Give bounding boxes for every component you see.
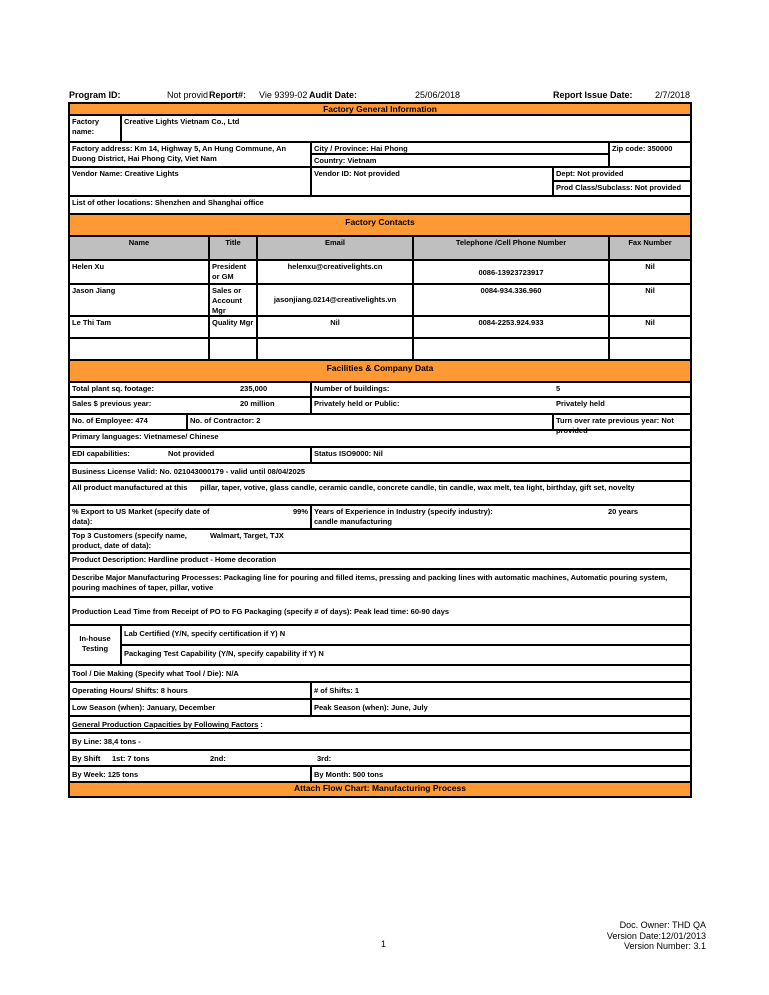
factory-name-label: Factory name:	[72, 117, 100, 136]
contact-row	[70, 285, 690, 317]
report-label: Report#:	[209, 90, 247, 100]
shift-3rd: 3rd:	[317, 754, 332, 763]
edi-label: EDI capabilities:	[72, 449, 130, 458]
sales-value: 20 million	[240, 399, 275, 408]
col-name: Name	[128, 238, 150, 247]
contact-fax[interactable]	[608, 339, 690, 359]
col-phone: Telephone /Cell Phone Number	[412, 237, 608, 259]
document-footer	[607, 920, 706, 952]
customers-label: Top 3 Customers (specify name, product, date of data):	[72, 531, 187, 550]
contact-row	[70, 261, 690, 285]
buildings-value: 5	[556, 384, 561, 393]
ownership-label: Privately held or Public:	[310, 398, 554, 413]
section-title: Attach Flow Chart: Manufacturing Process	[294, 783, 466, 793]
other-locations-row	[70, 197, 690, 215]
section-title: Factory General Information	[323, 104, 437, 114]
peak-season: Peak Season (when): June, July	[310, 700, 690, 715]
products-row	[70, 482, 690, 506]
city-province: City / Province: Hai Phong	[310, 143, 608, 155]
processes-row	[70, 570, 690, 598]
col-email: Email	[256, 237, 412, 259]
by-month: By Month: 500 tons	[310, 767, 690, 781]
contact-name: Helen Xu	[72, 262, 105, 271]
page-number: 1	[381, 939, 387, 949]
section-flowchart-header	[70, 783, 690, 796]
languages-row	[70, 431, 690, 448]
customers-row	[70, 530, 690, 554]
version-number: Version Number: 3.1	[623, 941, 706, 951]
capacities-heading	[70, 717, 690, 732]
manufacturing-processes: Describe Major Manufacturing Processes: Packaging line for pouring and filled items, pressing and packing lines with automatic machines, Automatic pouring system, pouring machines of taper, pillar, votive	[72, 573, 668, 592]
contact-name: Jason Jiang	[72, 286, 116, 295]
version-date: Version Date:12/01/2013	[606, 930, 706, 941]
plant-footage-value: 235,000	[240, 384, 268, 393]
factory-profile-table	[68, 102, 692, 798]
factory-name-row	[70, 116, 690, 143]
audit-date-label: Audit Date:	[309, 90, 357, 100]
contact-row-empty	[70, 339, 690, 361]
products-value: pillar, taper, votive, glass candle, ceramic candle, concrete candle, tin candle, wax melt, tea light, birthday, gift set, novelty	[200, 483, 635, 492]
product-description: Product Description: Hardline product - Home decoration	[72, 555, 277, 564]
program-id-value: Not provid	[167, 90, 209, 100]
by-line: By Line: 38,4 tons -	[72, 737, 141, 746]
factory-address: Factory address: Km 14, Highway 5, An Hung Commune, An Duong District, Hai Phong City, Viet Nam	[72, 144, 287, 163]
vendor-id: Vendor ID: Not provided	[310, 168, 552, 195]
vendor-row	[70, 168, 690, 197]
section-title: Factory Contacts	[345, 217, 415, 227]
sales-row	[70, 398, 690, 415]
tool-die-making: Tool / Die Making (Specify what Tool / Die): N/A	[72, 669, 239, 678]
export-label: % Export to US Market (specify date of data):	[72, 507, 210, 526]
section-contacts-header	[70, 215, 690, 237]
contact-fax: Nil	[608, 261, 690, 283]
contractors: No. of Contractor: 2	[186, 415, 552, 429]
sales-label: Sales $ previous year:	[72, 399, 152, 408]
contact-row	[70, 317, 690, 339]
season-row	[70, 700, 690, 717]
factory-name-value: Creative Lights Vietnam Co., Ltd	[120, 116, 690, 141]
address-row	[70, 143, 690, 168]
audit-date-value: 25/06/2018	[415, 90, 461, 100]
contact-email: jasonjiang.0214@creativelights.vn	[256, 285, 412, 315]
plant-footage-label: Total plant sq. footage:	[72, 384, 154, 393]
by-shift-row	[70, 751, 690, 767]
customers-value: Walmart, Target, TJX	[210, 531, 284, 540]
contact-title[interactable]	[208, 339, 256, 359]
contacts-header-row	[70, 237, 690, 261]
contact-name: Le Thi Tam	[72, 318, 112, 327]
low-season: Low Season (when): January, December	[72, 703, 216, 712]
week-month-row	[70, 767, 690, 783]
primary-languages: Primary languages: Vietnamese/ Chinese	[72, 432, 219, 441]
operating-row	[70, 683, 690, 700]
col-fax: Fax Number	[608, 237, 690, 259]
business-license: Business License Valid: No. 021043000179 - valid until 08/04/2025	[72, 467, 306, 476]
contact-fax: Nil	[608, 285, 690, 315]
shift-1st: 1st: 7 tons	[112, 754, 150, 763]
experience-label: Years of Experience in Industry (specify industry): candle manufacturing	[310, 506, 506, 528]
vendor-name: Vendor Name: Creative Lights	[72, 169, 179, 178]
lead-time-row	[70, 598, 690, 626]
employees-row	[70, 415, 690, 435]
edi-row	[70, 448, 690, 464]
experience-value: 20 years	[608, 507, 639, 516]
contact-phone: 0084-2253.924.933	[412, 317, 608, 337]
contact-title: President or GM	[208, 261, 256, 283]
export-row	[70, 506, 690, 530]
country: Country: Vietnam	[310, 155, 608, 166]
ownership-value: Privately held	[556, 399, 605, 408]
by-week: By Week: 125 tons	[72, 770, 139, 779]
export-value: 99%	[292, 507, 308, 516]
section-title: Facilities & Company Data	[326, 363, 434, 373]
program-id-label: Program ID:	[69, 90, 121, 100]
contact-name[interactable]	[70, 339, 208, 359]
buildings-label: Number of buildings:	[310, 383, 554, 396]
contact-phone: 0086-13923723917	[412, 261, 608, 283]
capacities-label: General Production Capacities by Following Factors	[72, 720, 259, 729]
contact-email: helenxu@creativelights.cn	[256, 261, 412, 283]
products-label: All product manufactured at this	[72, 483, 188, 492]
tool-die-row	[70, 666, 690, 683]
capacities-suffix: :	[258, 720, 263, 729]
inhouse-testing-label: In-house Testing	[79, 634, 111, 653]
prod-class: Prod Class/Subclass: Not provided	[552, 182, 690, 195]
other-locations: List of other locations: Shenzhen and Shanghai office	[72, 198, 264, 207]
operating-hours: Operating Hours/ Shifts: 8 hours	[72, 686, 188, 695]
lead-time: Production Lead Time from Receipt of PO to FG Packaging (specify # of days): Peak lead time: 60-90 days	[72, 607, 450, 616]
license-row	[70, 464, 690, 482]
product-description-row	[70, 554, 690, 570]
shifts: # of Shifts: 1	[310, 683, 690, 698]
iso-status: Status ISO9000: Nil	[310, 448, 690, 462]
by-line-row	[70, 734, 690, 751]
report-issue-label: Report Issue Date:	[553, 90, 633, 100]
section-general-header	[70, 104, 690, 116]
contact-phone: 0084-934.336.960	[412, 285, 608, 315]
report-value: Vie 9399-02	[259, 90, 308, 100]
dept: Dept: Not provided	[552, 168, 690, 182]
capacities-row	[70, 717, 690, 734]
packaging-test: Packaging Test Capability (Y/N, specify capability if Y) N	[120, 646, 690, 664]
turnover-rate: Turn over rate previous year: Not provided	[552, 415, 690, 429]
employees: No. of Employee: 474	[72, 416, 148, 425]
contact-email[interactable]	[256, 339, 412, 359]
contact-email: Nil	[256, 317, 412, 337]
report-header	[69, 90, 693, 102]
shift-2nd: 2nd:	[210, 754, 226, 763]
zip-code: Zip code: 350000	[608, 143, 690, 166]
contact-title: Quality Mgr	[208, 317, 256, 337]
edi-value: Not provided	[168, 449, 215, 458]
section-facilities-header	[70, 361, 690, 383]
report-issue-value: 2/7/2018	[655, 90, 691, 100]
contact-phone[interactable]	[412, 339, 608, 359]
contact-fax: Nil	[608, 317, 690, 337]
contact-title: Sales or Account Mgr	[208, 285, 256, 315]
doc-owner: Doc. Owner: THD QA	[619, 920, 706, 930]
plant-row	[70, 383, 690, 398]
by-shift-label: By Shift	[72, 754, 101, 763]
lab-certified: Lab Certified (Y/N, specify certification if Y) N	[120, 626, 690, 646]
col-title: Title	[208, 237, 256, 259]
inhouse-testing-row	[70, 626, 690, 666]
